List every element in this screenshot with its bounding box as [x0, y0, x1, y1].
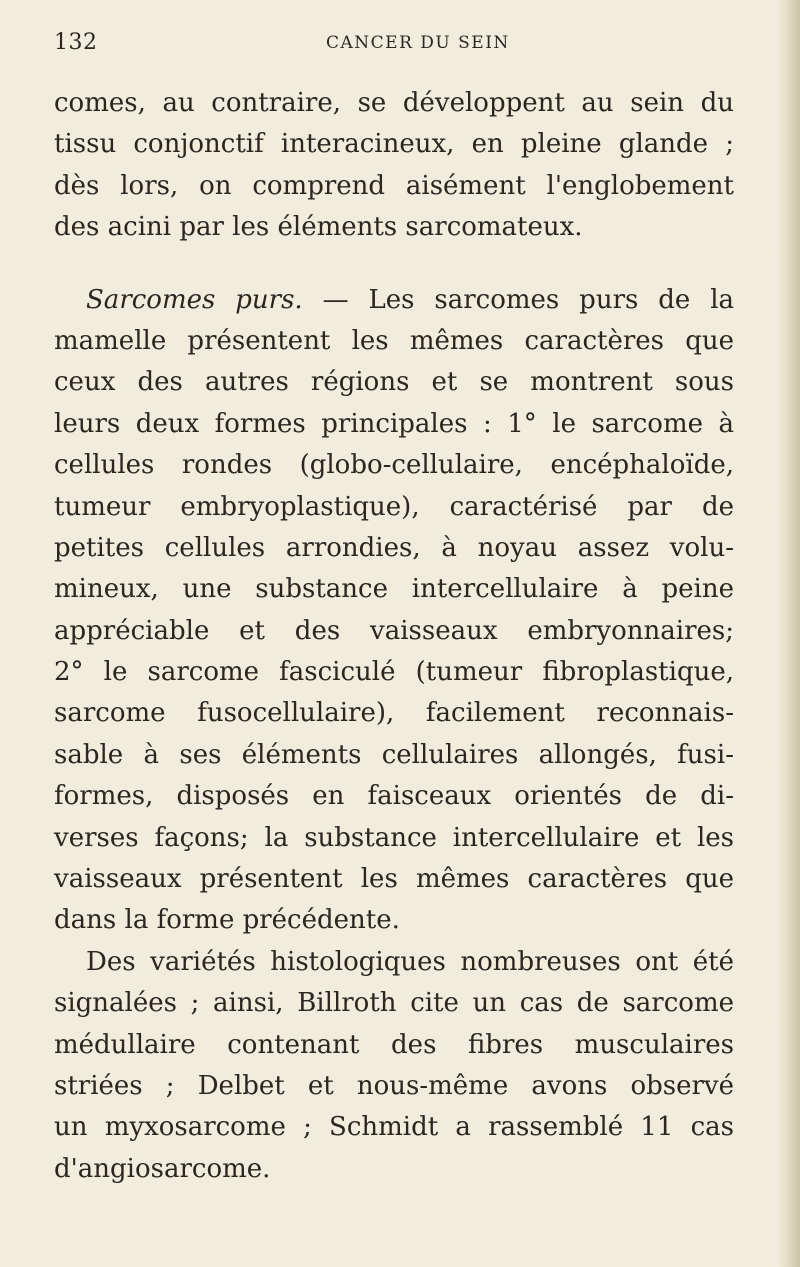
page-number: 132 — [54, 30, 98, 55]
text-line: petites cellules arrondies, à noyau assez volu- — [54, 532, 734, 563]
text-line: comes, au contraire, se développent au sein du — [54, 88, 734, 118]
text-line: signalées ; ainsi, Billroth cite un cas de sarcome — [54, 988, 734, 1019]
section-heading: Sarcomes purs. — [86, 284, 303, 315]
section-first-line-text: — Les sarcomes purs de la — [302, 284, 735, 315]
text-line: dans la forme précédente. — [54, 905, 400, 936]
text-line: un myxosarcome ; Schmidt a rassemblé 11 cas — [54, 1112, 734, 1143]
page-header — [54, 30, 734, 60]
text-line: tissu conjonctif interacineux, en pleine glande ; — [54, 129, 734, 160]
text-line: des acini par les éléments sarcomateux. — [54, 212, 583, 243]
text-line: sable à ses éléments cellulaires allongés, fusi- — [54, 739, 734, 770]
text-line: ceux des autres régions et se montrent sous — [54, 367, 734, 398]
text-line: mineux, une substance intercellulaire à peine — [54, 574, 734, 605]
text-line: mamelle présentent les mêmes caractères que — [54, 325, 734, 356]
page-edge-shadow — [778, 0, 800, 1267]
text-line: formes, disposés en faisceaux orientés de di- — [54, 781, 734, 812]
text-line: 2° le sarcome fasciculé (tumeur fibroplastique, — [54, 657, 734, 688]
text-line: Des variétés histologiques nombreuses ont été — [86, 946, 734, 977]
text-line: médullaire contenant des fibres musculaires — [54, 1029, 734, 1060]
text-line: vaisseaux présentent les mêmes caractères que — [54, 864, 734, 895]
text-line: sarcome fusocellulaire), facilement reconnais- — [54, 698, 734, 729]
text-line: striées ; Delbet et nous-même avons observé — [54, 1070, 734, 1101]
text-line: dès lors, on comprend aisément l'englobement — [54, 170, 734, 201]
text-line: tumeur embryoplastique), caractérisé par de — [54, 491, 734, 522]
body-text — [54, 83, 734, 1190]
text-line: verses façons; la substance intercellulaire et les — [54, 822, 734, 853]
running-head: CANCER DU SEIN — [326, 33, 510, 53]
text-line: cellules rondes (globo-cellulaire, encéphaloïde, — [54, 450, 734, 481]
text-line: d'angiosarcome. — [54, 1153, 271, 1184]
text-line: appréciable et des vaisseaux embryonnaires; — [54, 615, 734, 646]
section-first-line — [54, 280, 734, 321]
text-line: leurs deux formes principales : 1° le sarcome à — [54, 408, 734, 439]
